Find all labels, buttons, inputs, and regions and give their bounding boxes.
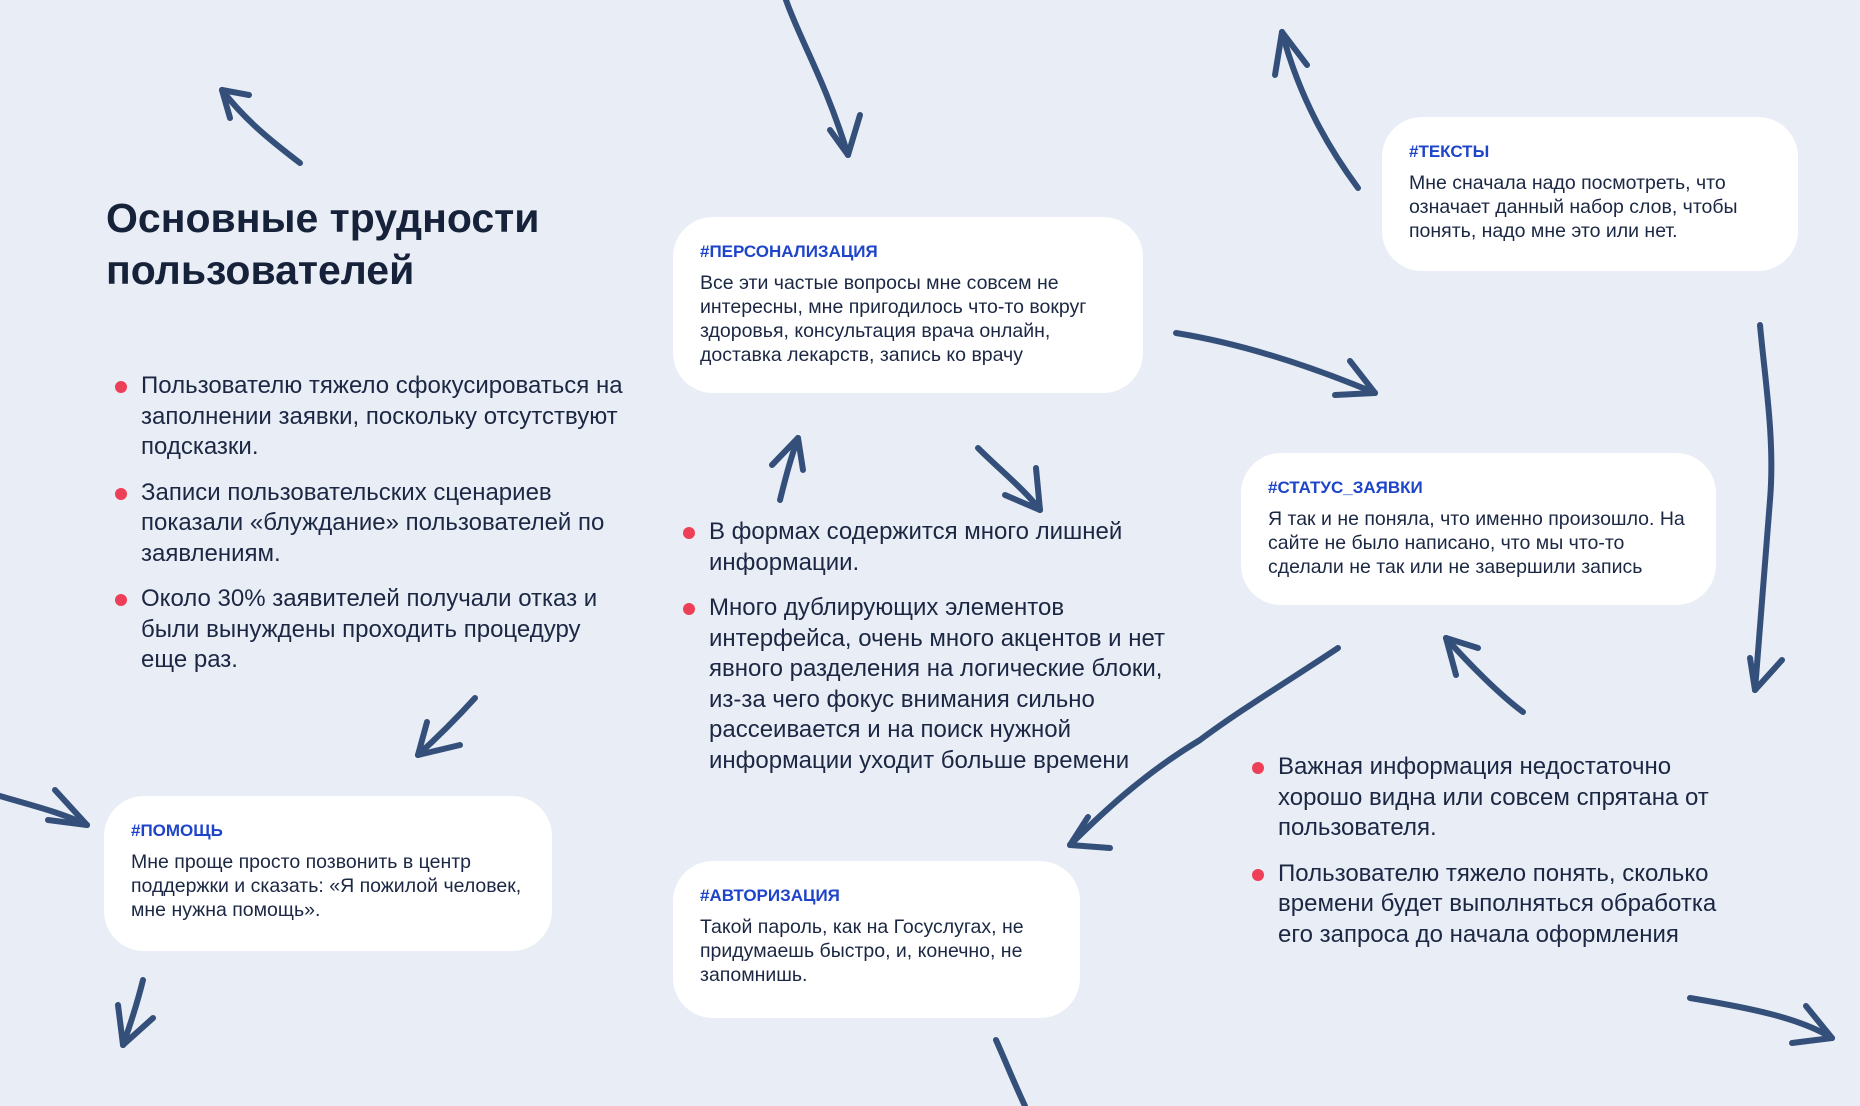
page-title: Основные трудности пользователей [106, 195, 540, 293]
card-help [104, 796, 552, 951]
list-item-text: Около 30% заявителей получали отказ и были вынуждены проходить процедуру еще раз. [141, 585, 598, 673]
left-bullet-list [106, 371, 626, 691]
list-item-text: Много дублирующих элементов интерфейса, очень много акцентов и нет явного разделения на логические блоки, из-за чего фокус внимания сильно рассеивается и на поиск нужной информации уходит больше времени [709, 594, 1165, 774]
card-tag: #СТАТУС_ЗАЯВКИ [1268, 478, 1423, 497]
list-item [674, 593, 1179, 776]
bullet-dot [115, 488, 127, 500]
list-item [106, 371, 626, 463]
bullet-dot [115, 594, 127, 606]
bullet-dot [115, 381, 127, 393]
arrow-personalization-to-status [1176, 333, 1375, 395]
arrow-top-left [222, 90, 300, 163]
card-quote: Все эти частые вопросы мне совсем не интересны, мне пригодилось что-то вокруг здоровья, консультация врача онлайн, доставка лекарств, запись ко врачу [700, 272, 1087, 366]
card-status [1241, 453, 1716, 605]
arrow-center-down [978, 448, 1040, 510]
card-texts [1382, 117, 1798, 271]
card-tag: #ПЕРСОНАЛИЗАЦИЯ [700, 242, 878, 261]
arrow-left-bottom [418, 698, 475, 755]
bullet-dot [1252, 762, 1264, 774]
list-item-text: Важная информация недостаточно хорошо видна или совсем спрятана от пользователя. [1278, 753, 1709, 841]
card-auth [673, 861, 1080, 1018]
arrow-left-edge [0, 790, 87, 825]
middle-bullet-list [674, 517, 1179, 791]
right-bullet-list [1243, 752, 1748, 965]
list-item-text: Пользователю тяжело сфокусироваться на заполнении заявки, поскольку отсутствуют подсказки. [141, 372, 623, 460]
card-quote: Мне сначала надо посмотреть, что означает данный набор слов, чтобы понять, надо мне это или нет. [1409, 172, 1738, 242]
card-personalization [673, 217, 1143, 393]
bullet-dot [1252, 869, 1264, 881]
list-item [106, 584, 626, 676]
card-tag: #ПОМОЩЬ [131, 821, 223, 840]
arrow-top-right [1275, 32, 1358, 188]
card-tag: #ТЕКСТЫ [1409, 142, 1490, 161]
arrow-right-vertical [1750, 325, 1782, 690]
list-item-text: В формах содержится много лишней информации. [709, 518, 1123, 576]
card-quote: Такой пароль, как на Госуслугах, не придумаешь быстро, и, конечно, не запомнишь. [700, 916, 1024, 986]
arrow-top-center [786, 0, 860, 155]
bullet-dot [683, 603, 695, 615]
arrow-bottom-left [118, 980, 153, 1045]
bullet-dot [683, 527, 695, 539]
arrow-bottom-right [1690, 998, 1832, 1043]
list-item-text: Пользователю тяжело понять, сколько времени будет выполняться обработка его запроса до начала оформления [1278, 859, 1717, 948]
card-quote: Я так и не поняла, что именно произошло. На сайте не было написано, что мы что-то сделали не так или не завершили запись [1268, 508, 1685, 578]
card-tag: #АВТОРИЗАЦИЯ [700, 886, 840, 905]
card-quote: Мне проще просто позвонить в центр поддержки и сказать: «Я пожилой человек, мне нужна помощь». [131, 851, 522, 921]
arrow-right-up [1446, 638, 1523, 712]
list-item-text: Записи пользовательских сценариев показали «блуждание» пользователей по заявлениям. [141, 478, 605, 567]
arrow-center-up [772, 438, 803, 500]
list-item [1243, 752, 1748, 844]
arrow-bottom-center [996, 1040, 1025, 1106]
list-item [1243, 859, 1748, 951]
list-item [106, 478, 626, 570]
list-item [674, 517, 1179, 578]
